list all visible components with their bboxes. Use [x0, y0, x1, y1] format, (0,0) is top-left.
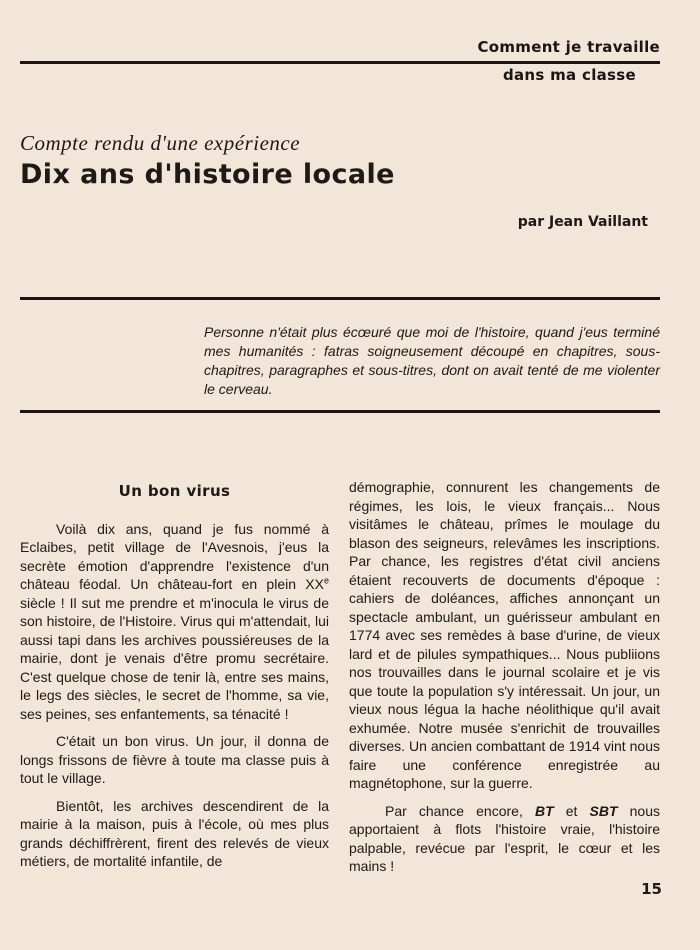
- paragraph-5-text-b: et: [553, 802, 590, 819]
- paragraph-5: [349, 802, 660, 876]
- century-superscript: e: [323, 575, 329, 586]
- left-column: [20, 478, 329, 880]
- right-column: [349, 478, 660, 885]
- rubric-line-2: dans ma classe: [502, 66, 636, 84]
- page-number: 15: [641, 880, 662, 898]
- paragraph-4: démographie, connurent les changements de régimes, les lois, le vieux français... Nous visitâmes le château, prîmes le moulage du blason des seigneurs, relevâmes les inscriptions. Par chance, les registres d'état civil anciens étaient recouverts de documents d'époque : cahiers de doléances, affiches annonçant un spectacle ambulant, un guérisseur ambulant en 1774 avec ses remèdes à base d'urine, de vieux lard et de pilules sympathiques... Nous publiions nos trouvailles dans le journal scolaire et je vis que toute la population s'y intéressait. Un jour, un vieux nous légua la hache néolithique qu'il avait exhumée. Notre musée s'enrichit de trouvailles diverses. Un ancien combattant de 1914 vint nous faire une conférence enregistrée au magnétophone, sur la guerre.: [349, 479, 660, 791]
- top-rule: [20, 61, 660, 64]
- upper-divider-rule: [20, 297, 660, 300]
- paragraph-3: Bientôt, les archives descendirent de la mairie à la maison, puis à l'école, où mes plus grands déchiffrèrent, firent des relevés de vieux métiers, de mortalité infantile, de: [20, 797, 329, 869]
- bt-label: BT: [534, 802, 554, 819]
- lower-divider-rule: [20, 410, 660, 413]
- sbt-label: SBT: [589, 802, 618, 819]
- rubric-line-1: Comment je travaille: [477, 38, 660, 56]
- article-title: Dix ans d'histoire locale: [20, 159, 395, 190]
- paragraph-5-text-c: nous apportaient à flots l'histoire vraie, l'histoire palpable, revécue par l'esprit, le cœur et les mains !: [349, 802, 660, 874]
- paragraph-5-text-a: Par chance encore,: [385, 802, 535, 819]
- intro-paragraph: Personne n'était plus écœuré que moi de l'histoire, quand j'eus terminé mes humanités : fatras soigneusement découpé en chapitres, sous-chapitres, paragraphes et sous-titres, dont on avait tenté de me violenter le cerveau.: [204, 324, 660, 397]
- article-byline: par Jean Vaillant: [517, 214, 648, 230]
- section-heading: Un bon virus: [118, 482, 231, 500]
- paragraph-1-text-a: Voilà dix ans, quand je fus nommé à Eclaibes, petit village de l'Avesnois, j'eus la secrète émotion d'apprendre l'existence d'un château féodal. Un château-fort en plein XX: [20, 520, 329, 592]
- article-subtitle: Compte rendu d'une expérience: [20, 131, 301, 155]
- paragraph-1-text-b: siècle ! Il sut me prendre et m'inocula le virus de son histoire, de l'Histoire. Virus qui m'attendait, lui aussi tapi dans les archives poussiéreuses de la mairie, dont je venais d'être promu secrétaire. C'est quelque chose de tenir là, entre ses mains, le legs des siècles, le secret de l'homme, sa vie, ses peines, ses enfantements, sa ténacité !: [20, 594, 329, 722]
- paragraph-1: [20, 520, 329, 724]
- paragraph-2: C'était un bon virus. Un jour, il donna de longs frissons de fièvre à toute ma classe puis à tout le village.: [20, 733, 329, 786]
